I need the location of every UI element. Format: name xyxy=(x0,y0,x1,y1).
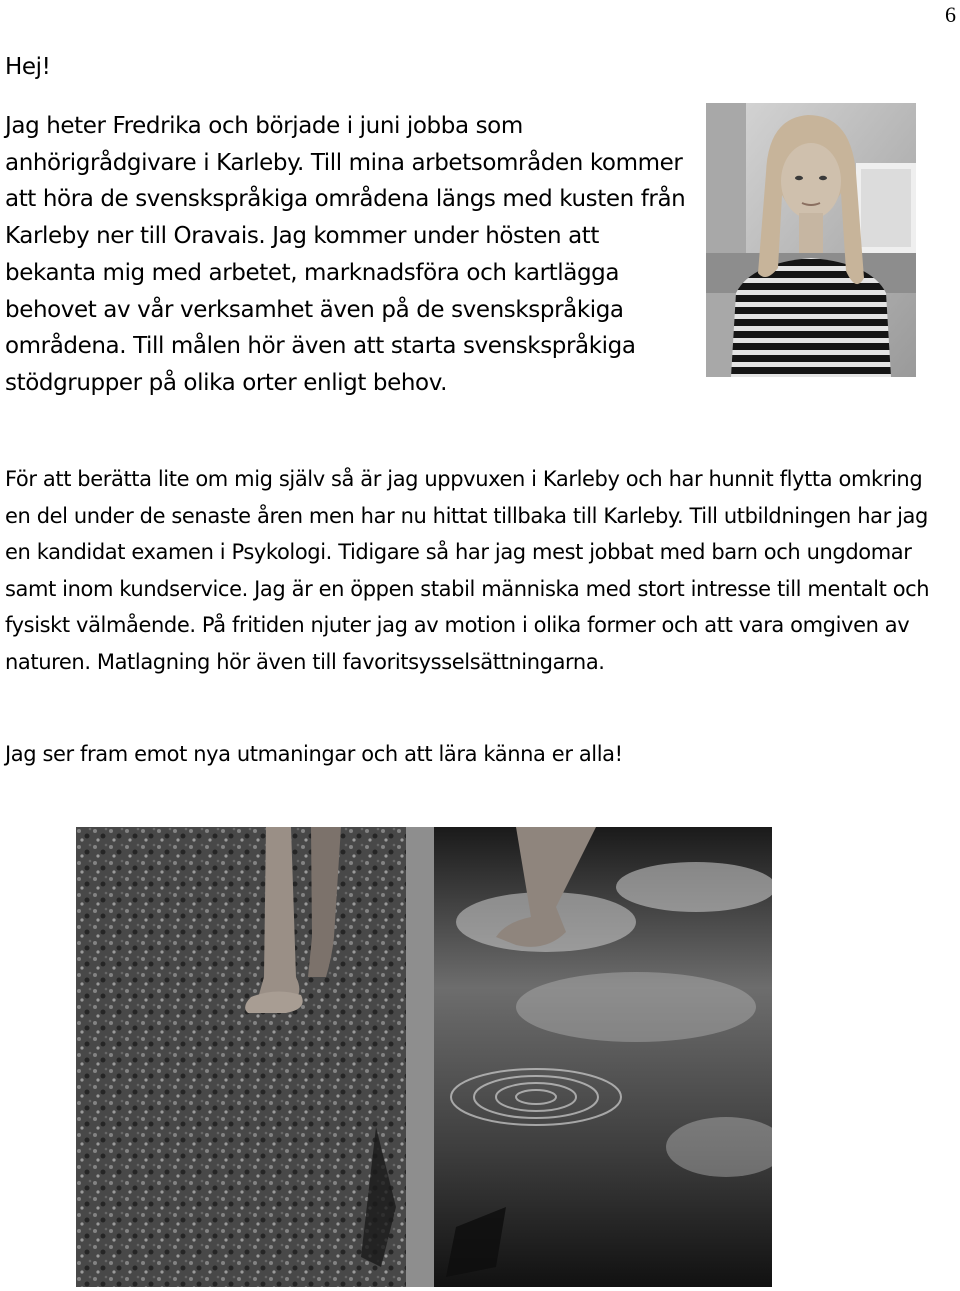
greeting: Hej! xyxy=(5,54,51,80)
page-number: 6 xyxy=(945,2,956,27)
about-paragraph: För att berätta lite om mig själv så är jag uppvuxen i Karleby och har hunnit flytta omkring en del under de senaste åren men har nu hittat tillbaka till Karleby. Till utbildningen har jag en kandidat examen i Psykologi. Tidigare så har jag mest jobbat med barn och ungdomar samt inom kundservice. Jag är en öppen stabil människa med stort intresse till mentalt och fysiskt välmående. På fritiden njuter jag av motion i olika former och att vara omgiven av naturen. Matlagning hör även till favoritsysselsättningarna. xyxy=(5,467,930,674)
intro-paragraph: Jag heter Fredrika och började i juni jobba som anhörigrådgivare i Karleby. Till mina arbetsområden kommer att höra de svenskspråkiga områdena längs med kusten från Karleby ner till Oravais. Jag kommer under hösten att bekanta mig med arbetet, marknadsföra och kartlägga behovet av vår verksamhet även på de svenskspråkiga områdena. Till målen hör även att starta svenskspråkiga stödgrupper på olika orter enligt behov. xyxy=(5,113,686,396)
feet-water-photo xyxy=(76,827,772,1287)
closing-paragraph: Jag ser fram emot nya utmaningar och att lära känna er alla! xyxy=(5,742,623,766)
portrait-photo xyxy=(706,103,916,377)
